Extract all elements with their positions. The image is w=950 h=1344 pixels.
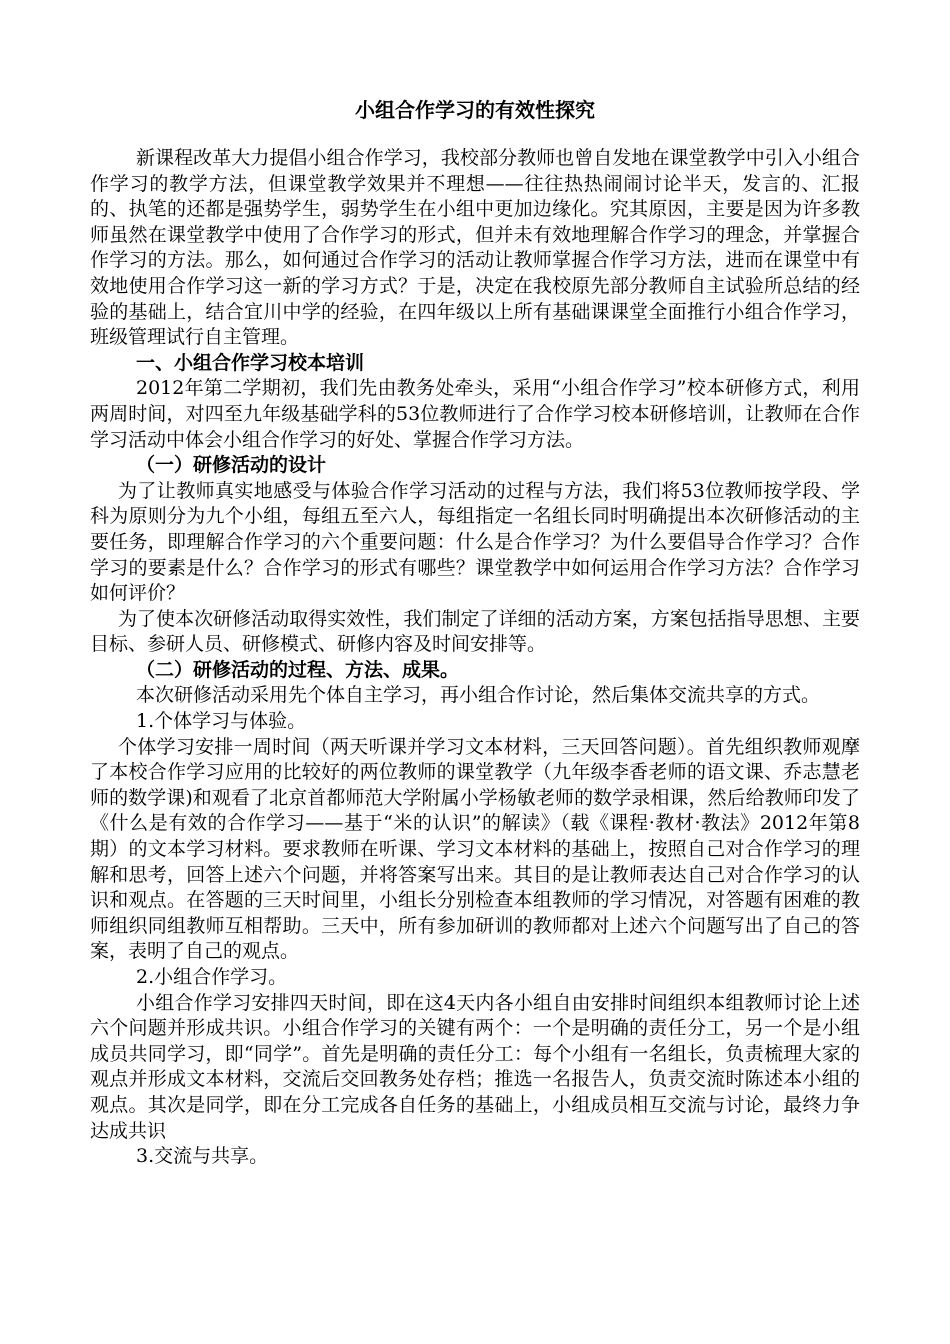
paragraph: 个体学习安排一周时间（两天听课并学习文本材料，三天回答问题）。首先组织教师观摩了本校合作学习应用的比较好的两位教师的课堂教学（九年级李香老师的语文课、乔志慧老师的数学课)和观看了北京首都师范大学附属小学杨敏老师的数学录相课，然后给教师印发了《什么是有效的合作学习——基于“米的认识”的解读》（载《课程·教材·教法》2012年第8期）的文本学习材料。要求教师在听课、学习文本材料的基础上，按照自己对合作学习的理解和思考，回答上述六个问题，并将答案写出来。其目的是让教师表达自己对合作学习的认识和观点。在答题的三天时间里，小组长分别检查本组教师的学习情况，对答题有困难的教师组织同组教师互相帮助。三天中，所有参加研训的教师都对上述六个问题写出了自己的答案，表明了自己的观点。	[90, 735, 860, 963]
document-title: 小组合作学习的有效性探究	[355, 98, 595, 122]
document-page	[90, 96, 860, 1170]
subsection-heading-2: （二）研修活动的过程、方法、成果。	[136, 658, 460, 681]
paragraph: 小组合作学习安排四天时间，即在这4天内各小组自由安排时间组织本组教师讨论上述六个问题并形成共识。小组合作学习的关键有两个：一个是明确的责任分工，另一个是小组成员共同学习，即“同学”。首先是明确的责任分工：每个小组有一名组长，负责梳理大家的观点并形成文本材料，交流后交回教务处存档；推选一名报告人，负责交流时陈述本小组的观点。其次是同学，即在分工完成各自任务的基础上，小组成员相互交流与讨论，最终力争达成共识	[90, 991, 860, 1142]
paragraph: 为了让教师真实地感受与体验合作学习活动的过程与方法，我们将53位教师按学段、学科为原则分为九个小组，每组五至六人，每组指定一名组长同时明确提出本次研修活动的主要任务，即理解合作学习的六个重要问题：什么是合作学习？为什么要倡导合作学习？合作学习的要素是什么？合作学习的形式有哪些？课堂教学中如何运用合作学习方法？合作学习如何评价？	[90, 479, 860, 605]
step-heading-3: 3.交流与共享。	[136, 1145, 269, 1168]
paragraph: 为了使本次研修活动取得实效性，我们制定了详细的活动方案，方案包括指导思想、主要目标、参研人员、研修模式、研修内容及时间安排等。	[90, 607, 860, 656]
paragraph: 2012年第二学期初，我们先由教务处牵头，采用“小组合作学习”校本研修方式，利用两周时间，对四至九年级基础学科的53位教师进行了合作学习校本研修培训，让教师在合作学习活动中体会小组合作学习的好处、掌握合作学习方法。	[90, 377, 860, 451]
step-heading-2: 2.小组合作学习。	[136, 966, 288, 988]
paragraph-intro: 新课程改革大力提倡小组合作学习，我校部分教师也曾自发地在课堂教学中引入小组合作学习的教学方法，但课堂教学效果并不理想——往往热热闹闹讨论半天，发言的、汇报的、执笔的还都是强势学生，弱势学生在小组中更加边缘化。究其原因，主要是因为许多教师虽然在课堂教学中使用了合作学习的形式，但并未有效地理解合作学习的理念，并掌握合作学习的方法。那么，如何通过合作学习的活动让教师掌握合作学习方法，进而在课堂中有效地使用合作学习这一新的学习方式？于是，决定在我校原先部分教师自主试验所总结的经验的基础上，结合宜川中学的经验，在四年级以上所有基础课课堂全面推行小组合作学习，班级管理试行自主管理。	[90, 147, 860, 349]
paragraph: 本次研修活动采用先个体自主学习，再小组合作讨论，然后集体交流共享的方式。	[136, 684, 821, 707]
subsection-heading-1: （一）研修活动的设计	[136, 454, 327, 477]
section-heading-1: 一、小组合作学习校本培训	[136, 351, 365, 374]
step-heading-1: 1.个体学习与体验。	[136, 710, 307, 733]
